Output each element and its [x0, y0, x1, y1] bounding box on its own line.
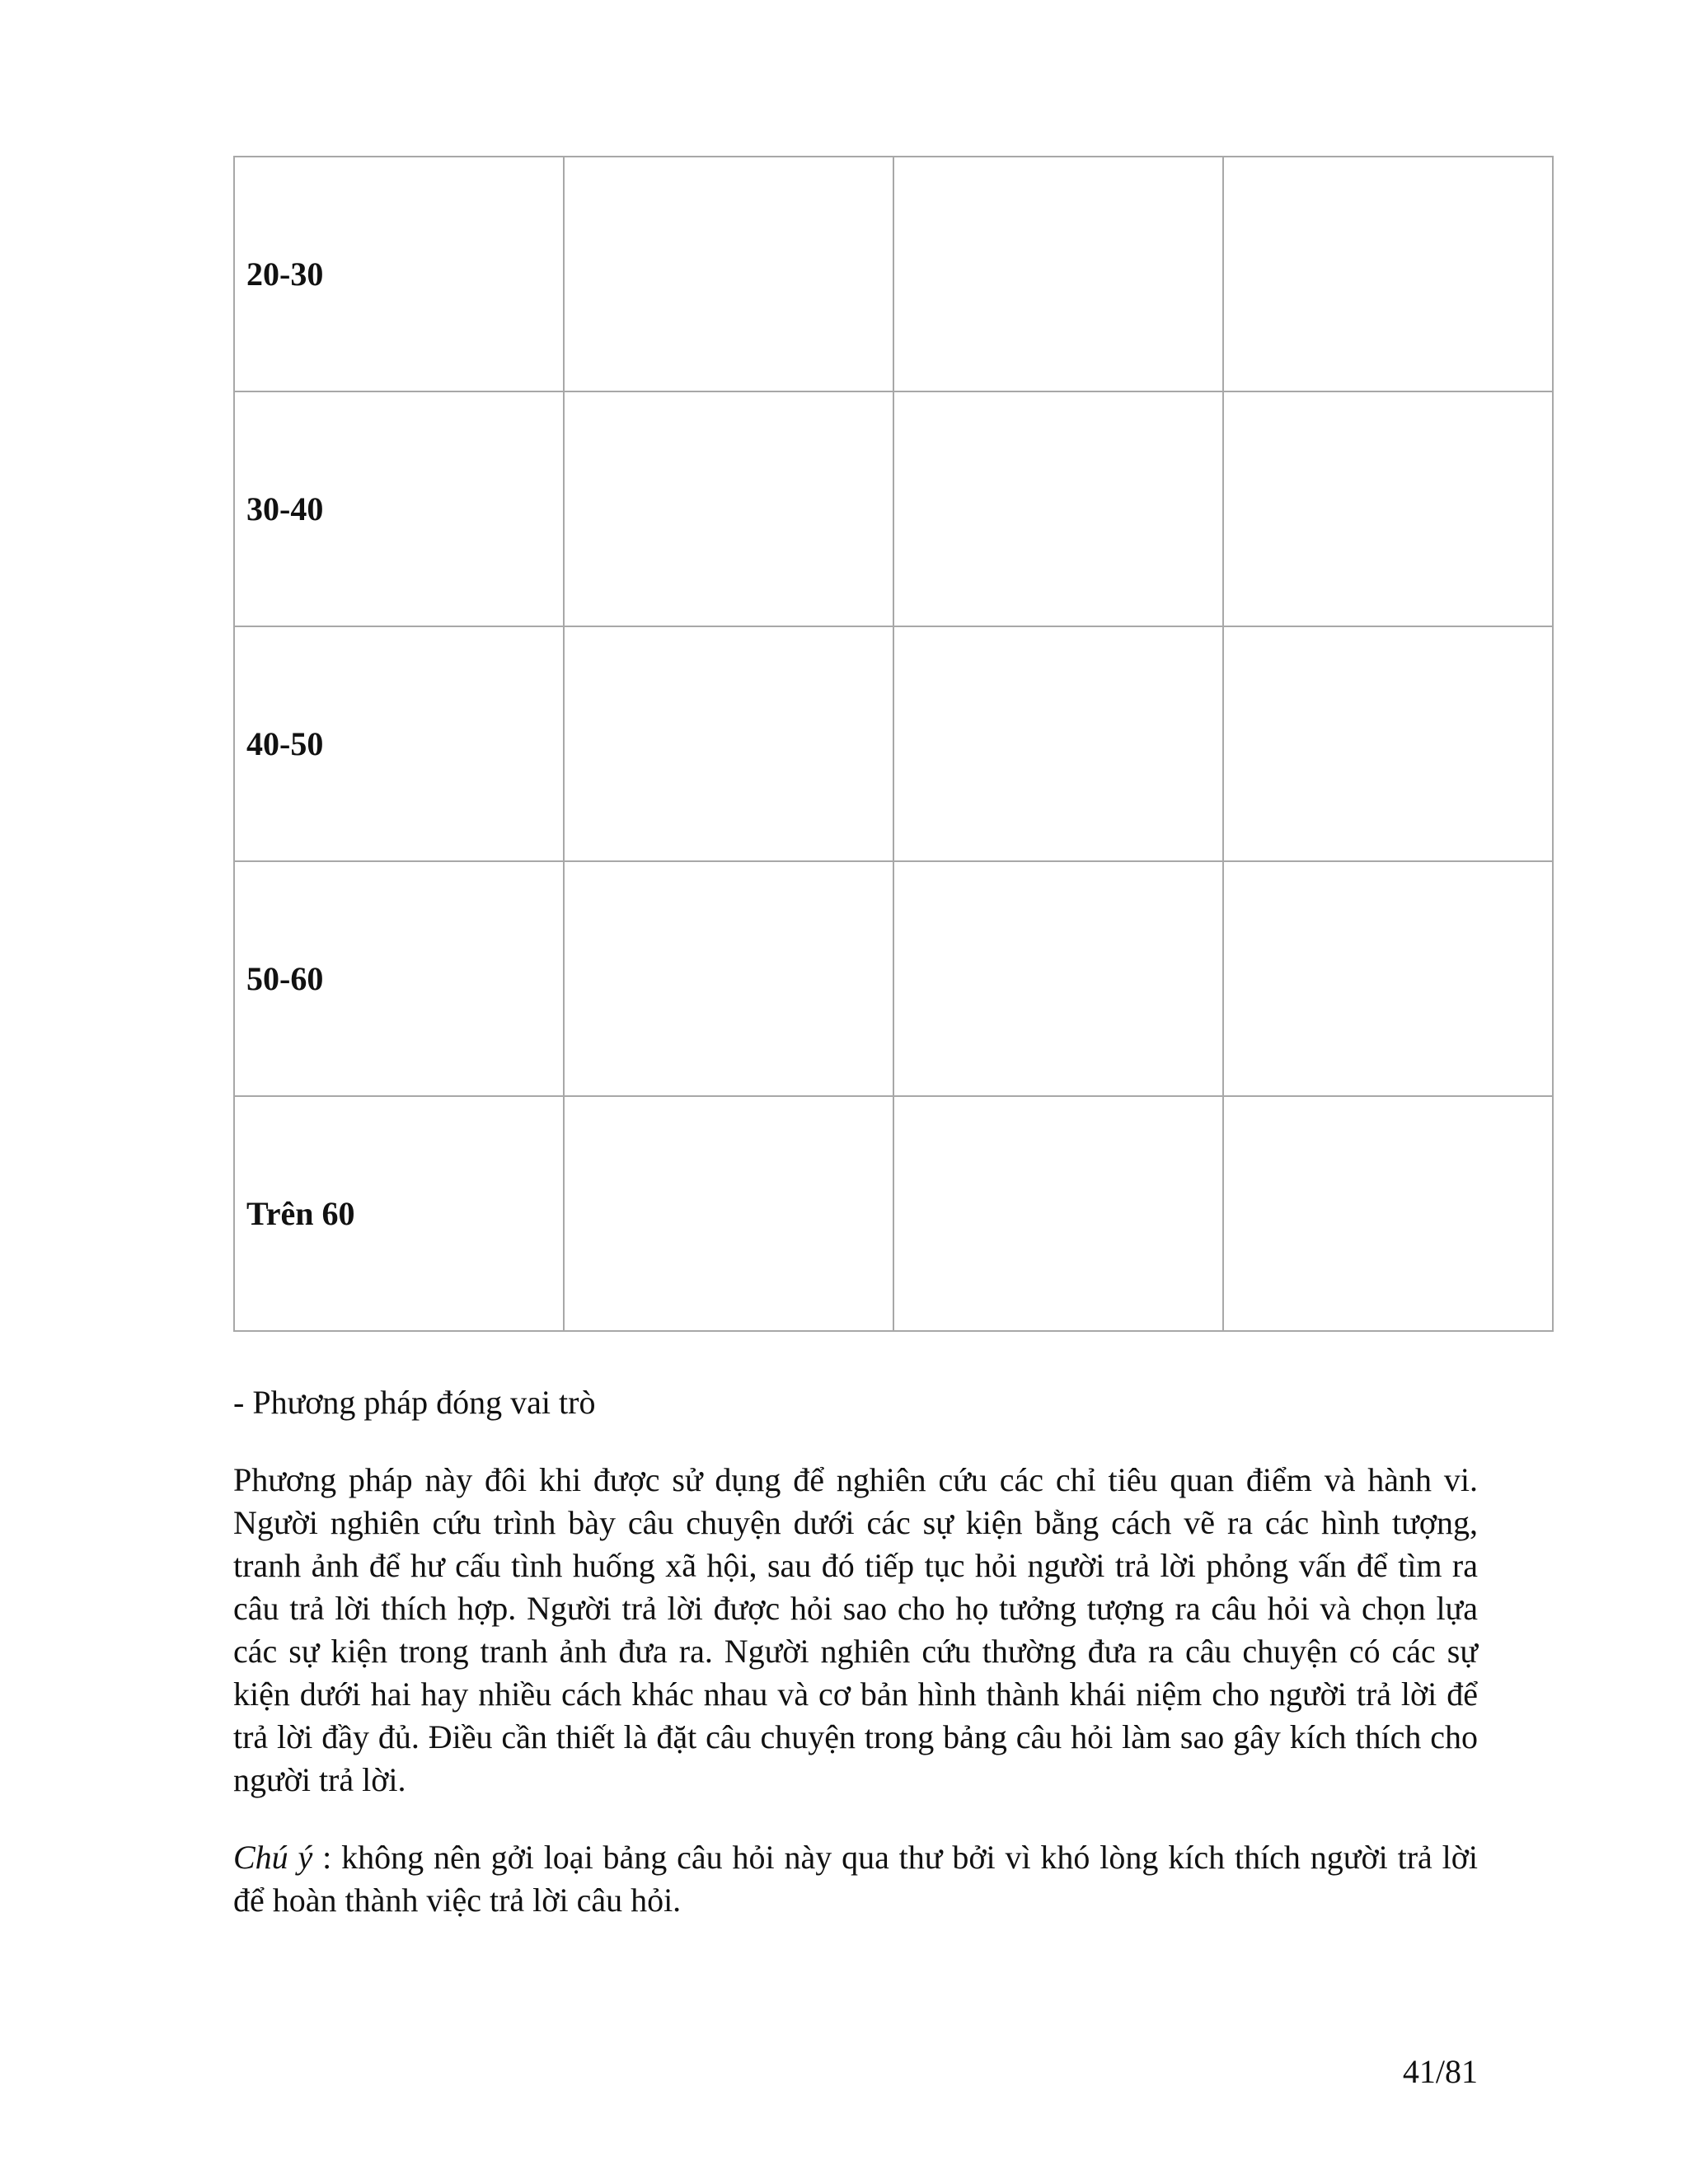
table-cell [564, 861, 893, 1096]
section-heading: - Phương pháp đóng vai trò [233, 1384, 596, 1421]
table-cell [1223, 626, 1553, 861]
table-cell [893, 157, 1223, 391]
note-label: Chú ý [233, 1839, 313, 1876]
table-cell [564, 626, 893, 861]
table-cell [893, 1096, 1223, 1331]
table-cell [564, 1096, 893, 1331]
note-paragraph [233, 1836, 1478, 1922]
age-group-label: 20-30 [234, 157, 564, 391]
table-cell [1223, 391, 1553, 626]
table-cell [1223, 1096, 1553, 1331]
table-cell [564, 391, 893, 626]
table-cell [893, 626, 1223, 861]
table-row [234, 1096, 1553, 1331]
body-paragraph: Phương pháp này đôi khi được sử dụng để nghiên cứu các chỉ tiêu quan điểm và hành vi. Người nghiên cứu trình bày câu chuyện dưới các sự kiện bằng cách vẽ ra các hình tượng, tranh ảnh để hư cấu tình huống xã hội, sau đó tiếp tục hỏi người trả lời phỏng vấn để tìm ra câu trả lời thích hợp. Người trả lời được hỏi sao cho họ tưởng tượng ra câu hỏi và chọn lựa các sự kiện trong tranh ảnh đưa ra. Người nghiên cứu thường đưa ra câu chuyện có các sự kiện dưới hai hay nhiều cách khác nhau và cơ bản hình thành khái niệm cho người trả lời để trả lời đầy đủ. Điều cần thiết là đặt câu chuyện trong bảng câu hỏi làm sao gây kích thích cho người trả lời. [233, 1461, 1478, 1798]
table-cell [893, 391, 1223, 626]
age-group-label: 50-60 [234, 861, 564, 1096]
table-row [234, 157, 1553, 391]
table-cell [893, 861, 1223, 1096]
table-cell [564, 157, 893, 391]
table-row [234, 626, 1553, 861]
age-group-label: 40-50 [234, 626, 564, 861]
table-row [234, 861, 1553, 1096]
note-text: : không nên gởi loại bảng câu hỏi này qua thư bởi vì khó lòng kích thích người trả lời để hoàn thành việc trả lời câu hỏi. [233, 1839, 1479, 1919]
table-row [234, 391, 1553, 626]
age-group-label: Trên 60 [234, 1096, 564, 1331]
page-number: 41/81 [1402, 2053, 1478, 2090]
age-group-label: 30-40 [234, 391, 564, 626]
table-cell [1223, 861, 1553, 1096]
age-group-table [233, 156, 1554, 1332]
table-cell [1223, 157, 1553, 391]
